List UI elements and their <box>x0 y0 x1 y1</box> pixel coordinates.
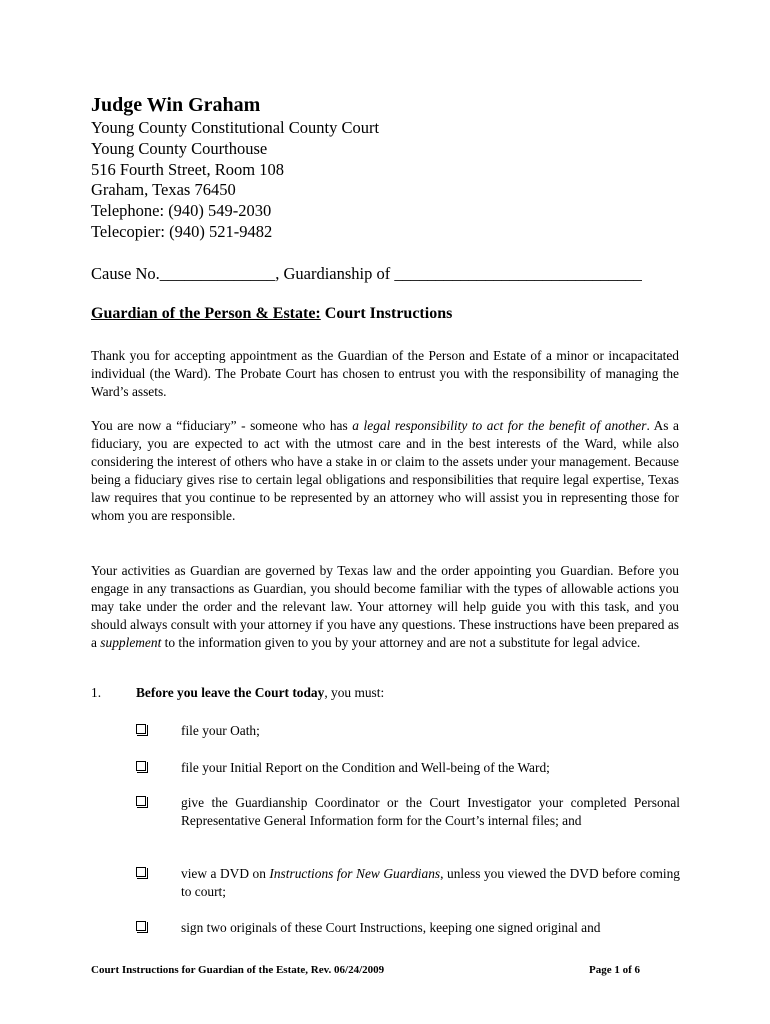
checkbox-icon <box>136 796 146 806</box>
heading-underlined: Guardian of the Person & Estate: <box>91 305 321 322</box>
item-text <box>136 685 384 701</box>
footer-page-number: Page 1 of 6 <box>589 964 641 976</box>
checklist-emphasis: Instructions for New Guardians <box>269 866 441 881</box>
court-address-block <box>91 118 379 243</box>
address-line: 516 Fourth Street, Room 108 <box>91 159 284 179</box>
checkbox-icon <box>136 761 146 771</box>
item-bold: Before you leave the Court today <box>136 685 325 700</box>
telephone-line: Telephone: (940) 549-2030 <box>91 201 272 221</box>
section-heading <box>91 305 452 323</box>
paragraph-emphasis: supplement <box>100 635 162 651</box>
paragraph-text: Your activities as Guardian are governed by Texas law and the order appointing you Guardian. Before you engage in any transactions as Guardian, you should become familiar with the types of allowable actions you may take under the order and the relevant law. Your attorney will help guide you with this task, and you should always consult with your attorney if you have any questions. These instructions have been prepared as a <box>91 563 679 651</box>
judge-name: Judge Win Graham <box>91 94 261 116</box>
checklist-text <box>181 865 680 900</box>
paragraph-text: to the information given to you by your attorney and are not a substitute for legal advice. <box>161 635 641 651</box>
heading-rest: Court Instructions <box>320 305 453 322</box>
paragraph-text: You are now a “fiduciary” - someone who has <box>91 418 353 433</box>
item-rest: , you must: <box>324 685 385 700</box>
paragraph-thank-you: Thank you for accepting appointment as the Guardian of the Person and Estate of a minor or incapacitated individual (the Ward). The Probate Court has chosen to entrust you with the responsibility of managing the Ward’s assets. <box>91 348 679 400</box>
address-line: Graham, Texas 76450 <box>91 180 236 200</box>
checklist-text-part: view a DVD on <box>181 866 270 881</box>
checkbox-icon <box>136 867 146 877</box>
checklist-text-part: , unless you viewed the DVD before coming to court; <box>181 866 681 899</box>
paragraph-activities <box>91 562 679 652</box>
checklist-text: sign two originals of these Court Instructions, keeping one signed original and <box>181 920 601 935</box>
checklist-text: give the Guardianship Coordinator or the Court Investigator your completed Personal Representative General Information form for the Court’s internal files; and <box>181 795 680 828</box>
cause-number-line: Cause No.______________, Guardianship of ______________________________ <box>91 264 642 283</box>
checkbox-icon <box>136 724 146 734</box>
footer-document-title: Court Instructions for Guardian of the Estate, Rev. 06/24/2009 <box>91 964 385 976</box>
paragraph-fiduciary <box>91 417 679 526</box>
checklist-text: file your Initial Report on the Condition and Well-being of the Ward; <box>181 760 550 775</box>
item-number: 1. <box>91 685 102 700</box>
paragraph-emphasis: a legal responsibility to act for the benefit of another <box>352 418 647 433</box>
paragraph-text: . As a fiduciary, you are expected to act with the utmost care and in the best interests of the Ward, while also considering the interest of others who have a stake in or claim to the assets under your management. Because being a fiduciary gives rise to certain legal obligations and responsibilities that require legal expertise, Texas law requires that you continue to be represented by an attorney who will assist you in representing those for whom you are responsible. <box>91 418 680 524</box>
address-line: Young County Constitutional County Court <box>91 118 380 137</box>
checkbox-icon <box>136 921 146 931</box>
telecopier-line: Telecopier: (940) 521-9482 <box>91 221 273 241</box>
address-line: Young County Courthouse <box>91 138 268 158</box>
checklist-text: file your Oath; <box>181 723 260 738</box>
